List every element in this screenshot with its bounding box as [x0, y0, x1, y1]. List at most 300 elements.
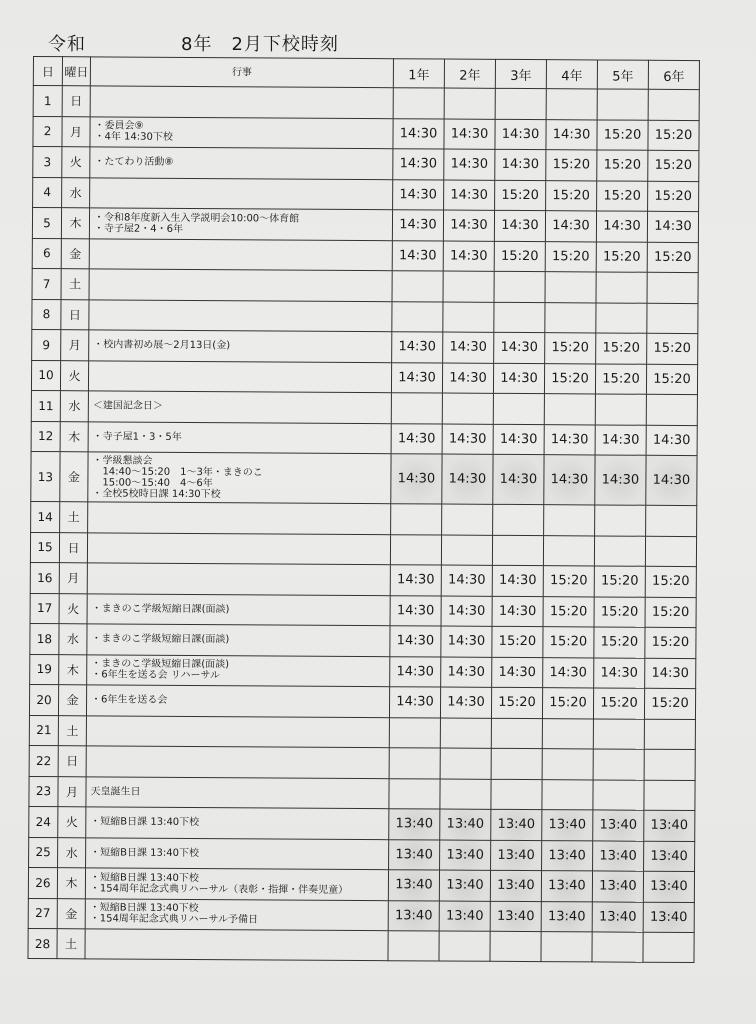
event-line: ・全校5校時日課 14:30下校 [92, 487, 221, 500]
event-cell [86, 776, 389, 808]
time-cell: 14:30 [390, 656, 441, 687]
time-cell: 14:30 [392, 332, 443, 363]
time-cell [493, 393, 544, 424]
time-cell: 14:30 [495, 119, 546, 150]
day-cell: 19 [30, 654, 59, 685]
time-cell: 14:30 [443, 241, 494, 272]
event-line: ・6年生を送る会 リハーサル [91, 669, 221, 682]
time-cell: 15:20 [546, 150, 597, 181]
day-cell: 8 [32, 299, 61, 330]
event-cell [87, 654, 390, 686]
event-line: 14:40～15:20 1～3年・まきのこ [92, 465, 263, 478]
time-cell: 13:40 [643, 871, 694, 902]
time-cell: 14:30 [390, 595, 441, 626]
event-line: ・短縮B日課 13:40下校 [89, 872, 199, 884]
time-cell [592, 932, 643, 962]
time-cell: 15:20 [597, 119, 648, 150]
time-cell: 15:20 [543, 566, 594, 597]
event-cell [86, 746, 389, 778]
event-cell [87, 532, 390, 564]
weekday-cell: 日 [59, 532, 87, 563]
time-cell: 13:40 [439, 900, 490, 931]
table-row [28, 867, 694, 902]
weekday-cell: 木 [57, 868, 85, 899]
event-cell [88, 360, 391, 392]
time-cell [391, 393, 442, 424]
time-cell [442, 504, 493, 535]
time-cell: 15:20 [543, 627, 594, 658]
event-line: ・6年生を送る会 [91, 694, 168, 707]
time-cell [491, 748, 542, 779]
time-cell: 13:40 [593, 840, 644, 871]
time-cell: 15:20 [545, 241, 596, 272]
time-cell: 14:30 [390, 565, 441, 596]
time-cell [440, 779, 491, 810]
time-cell: 14:30 [544, 455, 595, 505]
event-cell [90, 86, 393, 118]
day-cell: 9 [32, 329, 61, 360]
event-line: ・4年 14:30下校 [94, 131, 173, 144]
time-cell: 13:40 [541, 901, 592, 932]
time-cell: 14:30 [647, 211, 698, 242]
time-cell [648, 89, 699, 120]
time-cell [596, 272, 647, 303]
time-cell: 14:30 [389, 687, 440, 718]
day-cell: 4 [33, 177, 62, 208]
event-cell [85, 898, 388, 930]
day-cell: 17 [30, 593, 59, 624]
table-row [30, 623, 696, 658]
day-cell: 13 [31, 451, 60, 501]
time-cell: 15:20 [647, 242, 698, 273]
time-cell: 14:30 [492, 596, 543, 627]
time-cell: 14:30 [443, 210, 494, 241]
time-cell: 13:40 [491, 840, 542, 871]
time-cell [542, 779, 593, 810]
time-cell [644, 719, 695, 750]
weekday-cell: 火 [59, 593, 87, 624]
header-weekday: 曜日 [62, 57, 90, 86]
table-row [33, 116, 699, 151]
table-row [33, 177, 699, 212]
time-cell: 14:30 [595, 424, 646, 455]
event-cell [89, 238, 392, 270]
time-cell: 13:40 [593, 810, 644, 841]
time-cell [491, 718, 542, 749]
time-cell: 15:20 [546, 180, 597, 211]
event-cell [86, 715, 389, 747]
time-cell: 15:20 [492, 626, 543, 657]
day-cell: 14 [31, 501, 60, 532]
day-cell: 2 [33, 116, 62, 147]
table-row [30, 562, 696, 597]
time-cell: 13:40 [440, 839, 491, 870]
day-cell: 6 [32, 238, 61, 269]
time-cell [391, 504, 442, 535]
weekday-cell: 火 [60, 360, 88, 391]
time-cell [596, 302, 647, 333]
table-row [29, 837, 695, 872]
time-cell [593, 779, 644, 810]
time-cell: 14:30 [493, 424, 544, 455]
time-cell [644, 780, 695, 811]
time-cell: 13:40 [490, 901, 541, 932]
day-cell: 23 [29, 776, 58, 807]
time-cell: 14:30 [495, 149, 546, 180]
weekday-cell: 月 [59, 563, 87, 594]
day-cell: 25 [29, 837, 58, 868]
time-cell [595, 505, 646, 536]
event-line: ・たてわり活動⑧ [94, 156, 174, 169]
time-cell [390, 534, 441, 565]
time-cell: 14:30 [492, 657, 543, 688]
time-cell [597, 89, 648, 120]
weekday-cell: 日 [62, 86, 90, 117]
weekday-cell: 水 [59, 624, 87, 655]
time-cell: 14:30 [442, 454, 493, 504]
event-line: ・寺子屋2・4・6年 [93, 223, 184, 235]
weekday-cell: 水 [62, 177, 90, 208]
weekday-cell: 土 [60, 502, 88, 533]
time-cell: 15:20 [646, 364, 697, 395]
header-event: 行事 [90, 57, 393, 88]
time-cell: 15:20 [594, 566, 645, 597]
header-row [33, 57, 699, 90]
event-line: ・短縮B日課 13:40下校 [90, 847, 200, 859]
table-row [31, 501, 697, 536]
time-cell: 14:30 [493, 363, 544, 394]
time-cell: 14:30 [595, 455, 646, 505]
time-cell [440, 748, 491, 779]
day-cell: 22 [29, 745, 58, 776]
time-cell: 14:30 [645, 658, 696, 689]
time-cell: 14:30 [494, 210, 545, 241]
time-cell: 14:30 [492, 565, 543, 596]
time-cell [594, 535, 645, 566]
day-cell: 1 [33, 86, 62, 117]
time-cell: 14:30 [393, 149, 444, 180]
event-cell [87, 563, 390, 595]
table-row [30, 593, 696, 628]
time-cell: 13:40 [592, 901, 643, 932]
day-cell: 20 [29, 684, 58, 715]
day-cell: 5 [32, 208, 61, 239]
table-row [32, 329, 698, 364]
time-cell [542, 718, 593, 749]
time-cell [388, 931, 439, 961]
day-cell: 10 [31, 360, 60, 391]
time-cell: 13:40 [592, 871, 643, 902]
time-cell: 14:30 [544, 424, 595, 455]
event-line: ・寺子屋1・3・5年 [92, 431, 182, 443]
time-cell: 13:40 [439, 870, 490, 901]
time-cell [544, 505, 595, 536]
time-cell: 14:30 [440, 687, 491, 718]
table-row [30, 654, 696, 689]
time-cell: 15:20 [544, 363, 595, 394]
table-row [29, 806, 695, 841]
time-cell: 13:40 [388, 900, 439, 931]
time-cell: 14:30 [442, 363, 493, 394]
time-cell: 13:40 [389, 839, 440, 870]
weekday-cell: 金 [61, 238, 89, 269]
event-cell [90, 116, 393, 148]
event-line: ・154周年記念式典リハーサル予備日 [89, 913, 259, 926]
time-cell: 14:30 [546, 119, 597, 150]
event-cell [88, 452, 391, 504]
day-cell: 18 [30, 623, 59, 654]
time-cell [593, 718, 644, 749]
time-cell: 14:30 [391, 362, 442, 393]
day-cell: 7 [32, 268, 61, 299]
time-cell: 13:40 [389, 809, 440, 840]
weekday-cell: 土 [58, 715, 86, 746]
event-cell [85, 868, 388, 900]
time-cell: 15:20 [596, 241, 647, 272]
event-line: ・令和8年度新入生入学説明会10:00～体育館 [93, 212, 300, 225]
time-cell: 13:40 [388, 870, 439, 901]
table-row [33, 147, 699, 182]
event-line: 天皇誕生日 [90, 786, 141, 798]
day-cell: 26 [28, 867, 57, 898]
time-cell [389, 748, 440, 779]
time-cell [545, 302, 596, 333]
table-row [31, 360, 697, 395]
event-line: ・154周年記念式典リハーサル（表彰・指揮・伴奏児童） [89, 883, 349, 896]
time-cell: 15:20 [597, 180, 648, 211]
time-cell: 14:30 [441, 657, 492, 688]
table-row [28, 898, 694, 933]
event-cell [89, 330, 392, 362]
table-row [30, 532, 696, 567]
time-cell: 14:30 [444, 180, 495, 211]
time-cell: 15:20 [593, 688, 644, 719]
time-cell: 15:20 [596, 333, 647, 364]
time-cell: 15:20 [545, 333, 596, 364]
time-cell: 15:20 [491, 687, 542, 718]
time-cell: 14:30 [392, 210, 443, 241]
time-cell [645, 536, 696, 567]
weekday-cell: 水 [58, 837, 86, 868]
time-cell: 13:40 [541, 871, 592, 902]
time-cell: 14:30 [442, 424, 493, 455]
time-cell: 14:30 [441, 626, 492, 657]
time-cell: 13:40 [643, 902, 694, 933]
time-cell [643, 932, 694, 962]
time-cell [542, 749, 593, 780]
time-cell: 14:30 [391, 454, 442, 504]
time-cell: 14:30 [444, 119, 495, 150]
time-cell [541, 932, 592, 962]
time-cell: 14:30 [543, 657, 594, 688]
time-cell: 14:30 [391, 423, 442, 454]
time-cell [392, 271, 443, 302]
time-cell [647, 303, 698, 334]
time-cell [494, 271, 545, 302]
event-line: ＜建国記念日＞ [92, 400, 163, 413]
time-cell: 15:20 [595, 363, 646, 394]
weekday-cell: 火 [62, 147, 90, 178]
time-cell: 14:30 [596, 211, 647, 242]
event-cell [85, 929, 388, 961]
weekday-cell: 月 [61, 330, 89, 361]
weekday-cell: 金 [58, 685, 86, 716]
event-line: 15:00～15:40 4～6年 [92, 476, 213, 489]
time-cell: 14:30 [443, 332, 494, 363]
time-cell [393, 88, 444, 119]
weekday-cell: 木 [61, 208, 89, 239]
time-cell [491, 779, 542, 810]
weekday-cell: 水 [60, 391, 88, 422]
table-row [31, 421, 697, 456]
weekday-cell: 月 [62, 116, 90, 147]
weekday-cell: 金 [57, 898, 85, 929]
day-cell: 16 [30, 562, 59, 593]
event-cell [89, 208, 392, 240]
time-cell: 14:30 [493, 454, 544, 504]
schedule-body [28, 86, 699, 963]
time-cell [440, 718, 491, 749]
day-cell: 11 [31, 390, 60, 421]
table-row [32, 299, 698, 334]
table-row [29, 715, 695, 750]
time-cell: 15:20 [648, 120, 699, 151]
time-cell: 14:30 [393, 118, 444, 149]
day-cell: 21 [29, 715, 58, 746]
event-cell [88, 421, 391, 453]
time-cell [543, 535, 594, 566]
event-line: ・短縮B日課 13:40下校 [90, 816, 200, 829]
weekday-cell: 金 [60, 452, 88, 502]
header-grade: 6年 [648, 60, 699, 89]
time-cell [444, 88, 495, 119]
time-cell: 14:30 [594, 657, 645, 688]
header-grade: 5年 [597, 60, 648, 89]
header-grade: 1年 [393, 59, 444, 88]
time-cell: 15:20 [597, 150, 648, 181]
time-cell: 14:30 [545, 211, 596, 242]
table-row [29, 684, 695, 719]
table-row [32, 208, 698, 243]
header-grade: 3年 [495, 59, 546, 88]
time-cell [492, 535, 543, 566]
event-line: ・短縮B日課 13:40下校 [89, 902, 199, 915]
event-line: ・校内書初め展～2月13日(金) [93, 339, 231, 352]
time-cell: 15:20 [648, 150, 699, 181]
weekday-cell: 火 [58, 807, 86, 838]
day-cell: 12 [31, 421, 60, 452]
day-cell: 3 [33, 147, 62, 178]
time-cell [544, 394, 595, 425]
event-line: ・委員会⑨ [94, 120, 144, 132]
day-cell: 15 [30, 532, 59, 563]
time-cell: 14:30 [393, 179, 444, 210]
time-cell: 14:30 [646, 425, 697, 456]
event-cell [86, 685, 389, 717]
time-cell [646, 505, 697, 536]
table-row [29, 745, 695, 780]
time-cell [644, 749, 695, 780]
time-cell: 13:40 [491, 809, 542, 840]
time-cell [442, 393, 493, 424]
time-cell [389, 717, 440, 748]
time-cell [593, 749, 644, 780]
time-cell [490, 931, 541, 961]
time-cell [443, 302, 494, 333]
time-cell: 14:30 [390, 626, 441, 657]
time-cell: 13:40 [490, 870, 541, 901]
time-cell: 15:20 [542, 688, 593, 719]
event-line: ・まきのこ学級短縮日課(面談) [91, 603, 230, 615]
time-cell: 15:20 [594, 627, 645, 658]
event-cell [90, 177, 393, 209]
time-cell: 13:40 [542, 810, 593, 841]
table-row [29, 776, 695, 811]
event-line: ・学級懇談会 [92, 454, 153, 467]
event-cell [88, 502, 391, 534]
time-cell: 13:40 [542, 840, 593, 871]
time-cell: 14:30 [392, 240, 443, 271]
time-cell [392, 301, 443, 332]
time-cell [647, 272, 698, 303]
time-cell [546, 89, 597, 120]
time-cell [495, 88, 546, 119]
time-cell [389, 778, 440, 809]
event-cell [87, 593, 390, 625]
event-cell [86, 807, 389, 839]
time-cell [493, 504, 544, 535]
event-cell [89, 269, 392, 301]
time-cell: 15:20 [647, 333, 698, 364]
time-cell: 14:30 [494, 332, 545, 363]
weekday-cell: 木 [60, 421, 88, 452]
event-cell [87, 624, 390, 656]
weekday-cell: 日 [58, 746, 86, 777]
time-cell: 13:40 [644, 810, 695, 841]
weekday-cell: 木 [59, 654, 87, 685]
day-cell: 28 [28, 928, 57, 958]
event-cell [90, 147, 393, 179]
time-cell: 15:20 [645, 597, 696, 628]
time-cell: 14:30 [441, 596, 492, 627]
header-grade: 2年 [444, 59, 495, 88]
time-cell [443, 271, 494, 302]
time-cell: 13:40 [440, 809, 491, 840]
table-row [33, 86, 699, 121]
table-row [32, 238, 698, 273]
time-cell [646, 394, 697, 425]
time-cell: 15:20 [594, 596, 645, 627]
event-cell [89, 299, 392, 331]
time-cell [494, 302, 545, 333]
time-cell [545, 272, 596, 303]
event-cell [86, 837, 389, 869]
page-title: 令和 8年 2月下校時刻 [48, 34, 339, 55]
time-cell: 14:30 [441, 565, 492, 596]
time-cell [595, 394, 646, 425]
table-row [32, 268, 698, 303]
time-cell: 15:20 [494, 241, 545, 272]
table-row [28, 928, 694, 962]
table-row [31, 390, 697, 425]
time-cell: 14:30 [646, 455, 697, 505]
day-cell: 24 [29, 806, 58, 837]
weekday-cell: 土 [57, 929, 85, 959]
header-grade: 4年 [546, 60, 597, 89]
time-cell: 15:20 [645, 627, 696, 658]
weekday-cell: 月 [58, 776, 86, 807]
weekday-cell: 土 [61, 269, 89, 300]
